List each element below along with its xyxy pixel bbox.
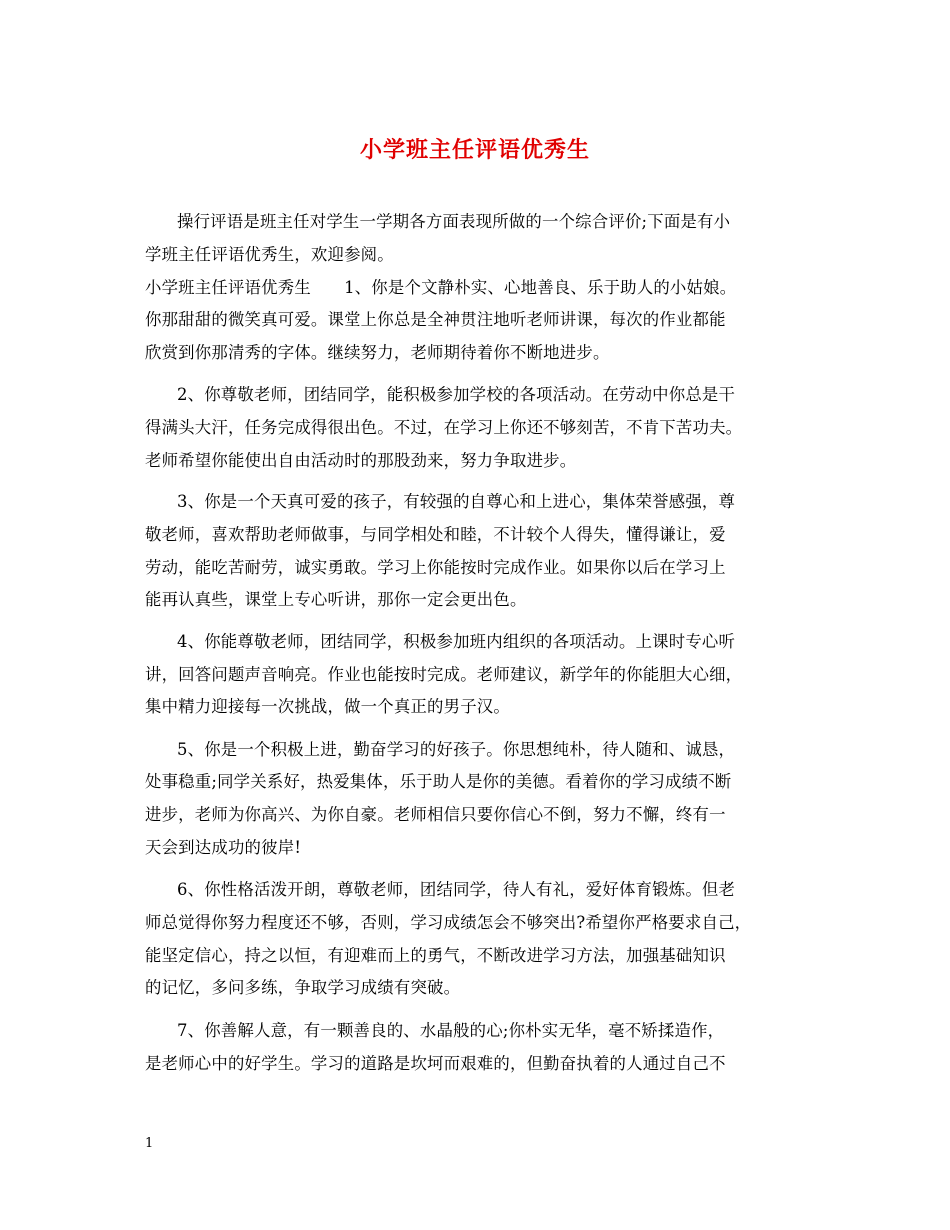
text-line: 讲，回答问题声音响亮。作业也能按时完成。老师建议，新学年的你能胆大心细，: [145, 665, 743, 684]
text-line: 7、你善解人意，有一颗善良的、水晶般的心;你朴实无华，毫不矫揉造作，: [177, 1021, 725, 1040]
text-line: 处事稳重;同学关系好，热爱集体，乐于助人是你的美德。看着你的学习成绩不断: [145, 772, 732, 791]
text-line: 老师希望你能使出自由活动时的那股劲来，努力争取进步。: [145, 451, 577, 470]
text-line: 劳动，能吃苦耐劳，诚实勇敢。学习上你能按时完成作业。如果你以后在学习上: [145, 558, 726, 577]
text-line: 师总觉得你努力程度还不够，否则，学习成绩怎会不够突出?希望你严格要求自己，: [145, 913, 752, 932]
text-line: 操行评语是班主任对学生一学期各方面表现所做的一个综合评价;下面是有小: [177, 212, 731, 231]
text-line: 能再认真些，课堂上专心听讲，那你一定会更出色。: [145, 590, 527, 609]
text-line: 小学班主任评语优秀生 1、你是个文静朴实、心地善良、乐于助人的小姑娘。: [145, 278, 737, 297]
text-line: 敬老师，喜欢帮助老师做事，与同学相处和睦，不计较个人得失，懂得谦让，爱: [145, 525, 726, 544]
text-line: 是老师心中的好学生。学习的道路是坎坷而艰难的，但勤奋执着的人通过自己不: [145, 1054, 726, 1073]
text-line: 2、你尊敬老师，团结同学，能积极参加学校的各项活动。在劳动中你总是干: [177, 385, 736, 404]
text-line: 学班主任评语优秀生，欢迎参阅。: [145, 245, 394, 264]
page-number: 1: [145, 1136, 154, 1151]
text-line: 得满头大汗，任务完成得很出色。不过，在学习上你还不够刻苦，不肯下苦功夫。: [145, 418, 743, 437]
text-line: 天会到达成功的彼岸!: [145, 838, 302, 857]
text-line: 你那甜甜的微笑真可爱。课堂上你总是全神贯注地听老师讲课，每次的作业都能: [145, 310, 726, 329]
text-line: 进步，老师为你高兴、为你自豪。老师相信只要你信心不倒，努力不懈，终有一: [145, 805, 726, 824]
text-line: 欣赏到你那清秀的字体。继续努力，老师期待着你不断地进步。: [145, 343, 610, 362]
text-line: 集中精力迎接每一次挑战，做一个真正的男子汉。: [145, 697, 510, 716]
text-line: 6、你性格活泼开朗，尊敬老师，团结同学，待人有礼，爱好体育锻炼。但老: [177, 880, 736, 899]
text-line: 5、你是一个积极上进，勤奋学习的好孩子。你思想纯朴，待人随和、诚恳，: [177, 740, 736, 759]
text-line: 的记忆，多问多练，争取学习成绩有突破。: [145, 978, 461, 997]
text-line: 4、你能尊敬老师，团结同学，积极参加班内组织的各项活动。上课时专心听: [177, 632, 736, 651]
text-line: 能坚定信心，持之以恒，有迎难而上的勇气，不断改进学习方法，加强基础知识: [145, 946, 726, 965]
text-line: 3、你是一个天真可爱的孩子，有较强的自尊心和上进心，集体荣誉感强，尊: [177, 492, 736, 511]
document-title: 小学班主任评语优秀生: [359, 137, 590, 163]
